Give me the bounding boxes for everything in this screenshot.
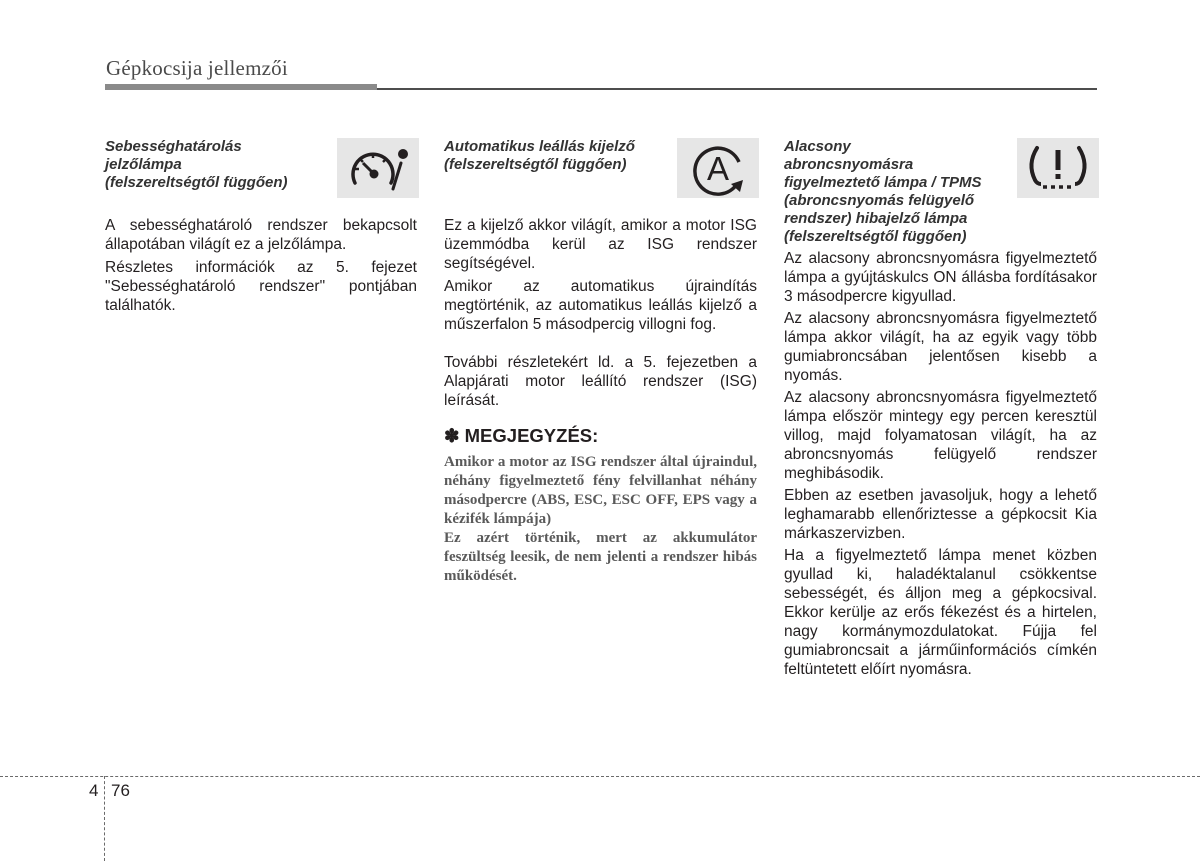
note-text: Amikor a motor az ISG rendszer által újraindul, néhány figyelmeztető fény felvillanhat néhány másodpercre (ABS, ESC, ESC OFF, EPS vagy a kézifék lámpája)	[444, 454, 757, 527]
section-tpms	[784, 138, 1097, 682]
title-line: Alacsony	[784, 138, 851, 155]
auto-stop-letter: A	[706, 150, 730, 187]
paragraph: A sebességhatároló rendszer bekapcsolt állapotában világít ez a jelzőlámpa.	[105, 217, 417, 253]
section-speed-limiter	[105, 138, 417, 319]
auto-stop-icon	[677, 138, 759, 198]
section-header	[444, 138, 757, 198]
title-line: (felszereltségtől függően)	[784, 228, 967, 245]
header-rule-thick	[105, 84, 377, 90]
speed-limiter-icon	[337, 138, 419, 198]
section-auto-stop	[444, 138, 757, 586]
title-line: (felszereltségtől függően)	[444, 156, 627, 173]
page-header-title: Gépkocsija jellemzői	[106, 56, 288, 80]
paragraph: Az alacsony abroncsnyomásra figyelmeztető lámpa akkor világít, ha az egyik vagy több gumiabroncsában jelentősen kisebb a nyomás.	[784, 310, 1097, 384]
section-title	[784, 138, 982, 246]
footer-divider	[0, 776, 1200, 777]
paragraph: Amikor az automatikus újraindítás megtörténik, az automatikus leállás kijelző a műszerfalon 5 másodpercig villogni fog.	[444, 278, 757, 333]
paragraph: Ebben az esetben javasoljuk, hogy a lehető leghamarabb ellenőriztesse a gépkocsit Kia márkaszervizben.	[784, 487, 1097, 542]
paragraph: További részletekért ld. a 5. fejezetben a Alapjárati motor leállító rendszer (ISG) leírását.	[444, 354, 757, 409]
chapter-number: 4	[89, 781, 99, 800]
note-heading: ✽ MEGJEGYZÉS:	[444, 425, 599, 446]
title-line: Automatikus leállás kijelző	[444, 138, 635, 155]
tire-pressure-warning-icon	[1017, 138, 1099, 198]
title-line: Sebességhatárolás	[105, 138, 242, 155]
title-line: jelzőlámpa	[105, 156, 182, 173]
header-rule-thin	[377, 88, 1097, 90]
paragraph: Ez a kijelző akkor világít, amikor a motor ISG üzemmódba kerül az ISG rendszer segítségével.	[444, 217, 757, 272]
section-title	[105, 138, 288, 192]
page-number: 76	[111, 781, 130, 800]
title-line: abroncsnyomásra	[784, 156, 914, 173]
section-header	[784, 138, 1097, 246]
paragraph: Az alacsony abroncsnyomásra figyelmeztető lámpa először mintegy egy percen keresztül villog, majd folyamatosan világít, ha az abroncsnyomás felügyelő rendszer meghibásodik.	[784, 389, 1097, 482]
footer-margin-line	[104, 776, 105, 861]
section-title	[444, 138, 635, 174]
title-line: (abroncsnyomás felügyelő	[784, 192, 975, 209]
note-text: Ez azért történik, mert az akkumulátor feszültség leesik, de nem jelenti a rendszer hibás működését.	[444, 530, 757, 584]
title-line: (felszereltségtől függően)	[105, 174, 288, 191]
section-header	[105, 138, 417, 198]
paragraph: Részletes információk az 5. fejezet "Sebességhatároló rendszer" pontjában találhatók.	[105, 259, 417, 314]
title-line: figyelmeztető lámpa / TPMS	[784, 174, 982, 191]
paragraph: Ha a figyelmeztető lámpa menet közben gyullad ki, haladéktalanul csökkentse sebességét, és álljon meg a gépkocsival. Ekkor kerülje az erős fékezést és a hirtelen, nagy kormánymozdulatokat. Fújja fel gumiabroncsait a járműinformációs címkén feltüntetett előírt nyomásra.	[784, 547, 1097, 678]
paragraph: Az alacsony abroncsnyomásra figyelmeztető lámpa a gyújtáskulcs ON állásba fordításakor 3 másodpercre kigyullad.	[784, 250, 1097, 305]
title-line: rendszer) hibajelző lámpa	[784, 210, 968, 227]
